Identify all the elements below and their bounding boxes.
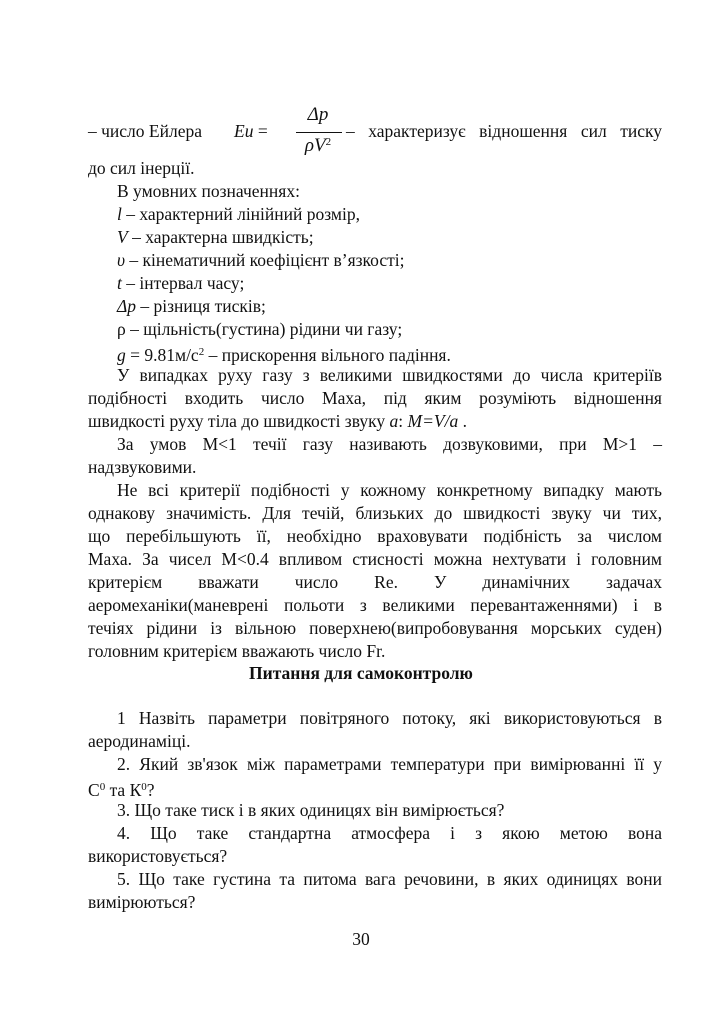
question-line: вимірюються?	[88, 892, 196, 912]
legend-item	[117, 226, 314, 248]
question-line: 4. Що таке стандартна атмосфера і з якою метою вона	[117, 823, 662, 843]
paragraph-line	[88, 410, 467, 432]
euler-denominator: ρV	[304, 135, 326, 156]
question-line: 3. Що таке тиск і в яких одиницях він вимірюється?	[117, 800, 505, 820]
legend-symbol: t	[117, 273, 122, 293]
question-mark: ?	[146, 780, 155, 800]
paragraph-line: подібності входить число Маха, під яким розуміють відношення	[88, 388, 662, 408]
legend-text: – прискорення вільного падіння.	[204, 345, 451, 365]
euler-symbol-text: Eu	[234, 121, 254, 141]
euler-exponent: 2	[325, 136, 332, 148]
paragraph-line: У випадках руху газу з великими швидкостями до числа критеріїв	[117, 365, 662, 385]
euler-suffix: – характеризує відношення сил тиску	[346, 121, 662, 141]
mach-colon: :	[398, 411, 404, 431]
degree-sup: 0	[141, 781, 147, 793]
degree-sup: 0	[99, 781, 106, 793]
legend-text: – характерна швидкість;	[127, 227, 314, 247]
euler-equals: =	[257, 121, 268, 141]
mach-text: швидкості руху тіла до швидкості звуку	[88, 411, 386, 431]
paragraph-line: За умов М<1 течії газу називають дозвуковими, при М>1 –	[117, 434, 662, 454]
legend-text: – інтервал часу;	[121, 273, 245, 293]
unit-celsius: С	[88, 780, 100, 800]
mach-period: .	[462, 411, 467, 431]
paragraph-line: що перебільшують її, необхідно враховувати подібність за числом	[88, 526, 662, 546]
paragraph-line: головним критерієм вважають число Fr.	[88, 641, 386, 661]
legend-item	[117, 272, 244, 294]
legend-text: – кінематичний коефіцієнт в’язкості;	[125, 250, 405, 270]
g-exponent: 2	[198, 346, 205, 358]
legend-symbol: l	[117, 204, 122, 224]
paragraph-line: критерієм вважати число Re. У динамічних задачах	[88, 572, 662, 592]
question-line: 2. Який зв'язок між параметрами температури при вимірюванні її у	[117, 754, 662, 774]
question-line: використовується?	[88, 846, 228, 866]
legend-item	[117, 295, 266, 317]
legend-text: – щільність(густина) рідини чи газу;	[125, 319, 403, 339]
paragraph-line: течіях рідини із вільною поверхнею(випробовування морських суден)	[88, 618, 662, 638]
legend-item	[117, 203, 360, 225]
euler-prefix: – число Ейлера	[88, 121, 202, 141]
paragraph-line: однакову значимість. Для течій, близьких до швидкості звуку чи тих,	[88, 503, 662, 523]
paragraph-line: Маха. За чисел М<0.4 впливом стисності можна нехтувати і головним	[88, 549, 662, 569]
legend-item-g	[117, 341, 451, 366]
legend-text: – характерний лінійний розмір,	[121, 204, 360, 224]
legend-symbol: υ	[117, 250, 126, 270]
legend-symbol: ρ	[117, 319, 126, 339]
legend-title: В умовних позначеннях:	[117, 181, 300, 201]
mach-symbol-a: a	[389, 411, 399, 431]
unit-kelvin: та К	[105, 780, 142, 800]
legend-symbol: Δp	[117, 296, 137, 316]
euler-symbol	[234, 120, 268, 142]
page-number: 30	[352, 929, 370, 949]
legend-symbol: V	[117, 227, 128, 247]
question-line: аеродинаміці.	[88, 731, 191, 751]
legend-text: – різниця тисків;	[136, 296, 266, 316]
euler-fraction	[290, 104, 346, 160]
question-line	[88, 776, 155, 801]
question-line: 5. Що таке густина та питома вага речовини, в яких одиницях вони	[117, 869, 662, 889]
euler-numerator: Δp	[307, 104, 329, 125]
fraction-bar	[296, 132, 342, 133]
mach-formula: M=V/a	[407, 411, 459, 431]
section-heading: Питання для самоконтролю	[249, 663, 473, 683]
g-value: = 9.81м/с	[125, 345, 199, 365]
legend-symbol: g	[117, 345, 126, 365]
paragraph-line: аеромеханіки(маневрені польоти з великими перевантаженнями) і в	[88, 595, 662, 615]
paragraph-line: Не всі критерії подібності у кожному конкретному випадку мають	[117, 480, 662, 500]
legend-item	[117, 318, 402, 340]
euler-continuation: до сил інерції.	[88, 158, 195, 178]
question-line: 1 Назвіть параметри повітряного потоку, які використовуються в	[117, 708, 662, 728]
legend-item	[117, 249, 404, 271]
paragraph-line: надзвуковими.	[88, 457, 197, 477]
